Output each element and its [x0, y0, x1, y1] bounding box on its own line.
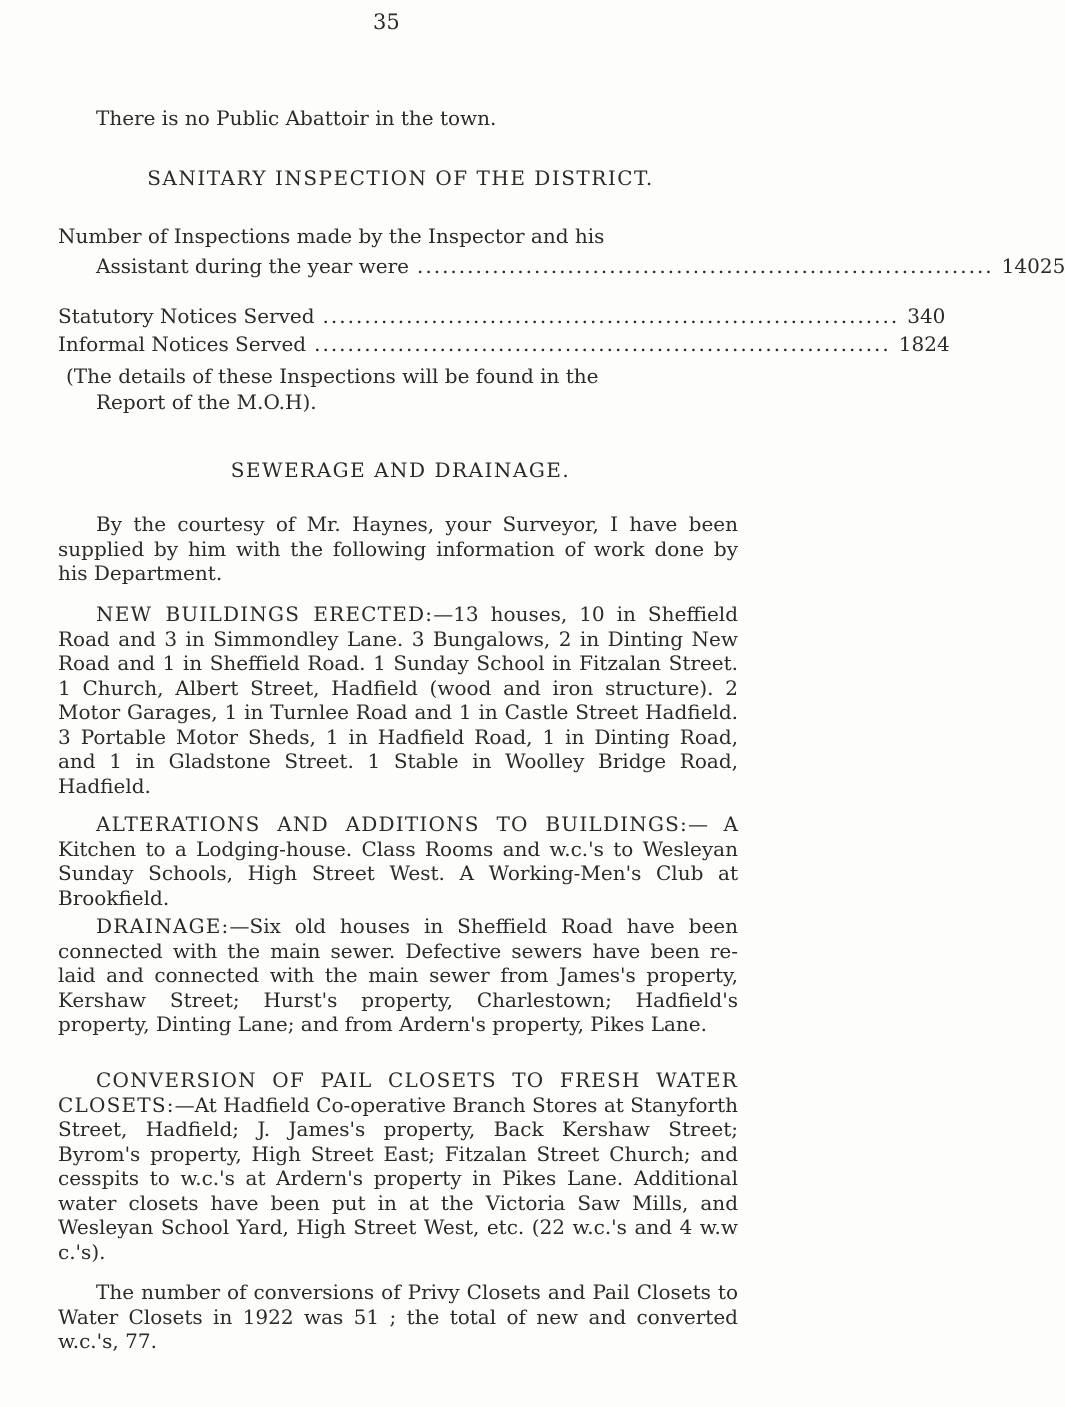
informal-label: Informal Notices Served — [58, 332, 307, 356]
leader-dots: ..................................................................... — [417, 254, 994, 278]
new-buildings-title: NEW BUILDINGS ERECTED: — [96, 602, 434, 626]
note-line1: (The details of these Inspections will be found in the — [66, 364, 599, 388]
inspections-value: 14025 — [1001, 254, 1065, 278]
note-line2: Report of the M.O.H). — [96, 390, 317, 414]
sewerage-intro: By the courtesy of Mr. Haynes, your Surveyor, I have been supplied by him with the following information of work done by his Department. — [58, 512, 738, 585]
informal-value: 1824 — [898, 332, 950, 356]
inspections-label: Assistant during the year were — [96, 254, 409, 278]
drainage-paragraph — [58, 914, 738, 1037]
heading-sanitary-inspection: SANITARY INSPECTION OF THE DISTRICT. — [147, 166, 654, 190]
statutory-value: 340 — [907, 304, 946, 328]
conversion-paragraph — [58, 1068, 738, 1264]
alterations-title: ALTERATIONS AND ADDITIONS TO BUILDINGS: — [96, 812, 688, 836]
drainage-title: DRAINAGE: — [96, 914, 230, 938]
statutory-row — [58, 304, 946, 328]
conversion-text: —At Hadfield Co-operative Branch Stores at Stanyforth Street, Hadfield; J. James's property, Back Kershaw Street; Byrom's property, High Street East; Fitzalan Street Church; and cesspits to w.c.'s at Ardern's property in Pikes Lane. Additional water closets have been put in at the Victoria Saw Mills, and Wesleyan School Yard, High Street West, etc. (22 w.c.'s and 4 w.w c.'s). — [58, 1092, 738, 1264]
summary-paragraph: The number of conversions of Privy Closets and Pail Closets to Water Closets in 1922 was 51 ; the total of new and converted w.c.'s, 77. — [58, 1280, 738, 1353]
alterations-text: — A Kitchen to a Lodging-house. Class Rooms and w.c.'s to Wesleyan Sunday Schools, High Street West. A Working-Men's Club at Brookfield. — [58, 812, 738, 910]
conversion-title: CONVERSION OF PAIL CLOSETS TO FRESH WATER CLOSETS: — [58, 1068, 738, 1117]
inspections-row — [58, 254, 1065, 278]
new-buildings-paragraph — [58, 602, 738, 798]
leader-dots: ..................................................................... — [322, 304, 900, 328]
informal-row — [58, 332, 950, 356]
heading-sewerage-drainage: SEWERAGE AND DRAINAGE. — [230, 458, 571, 482]
leader-dots: ..................................................................... — [314, 332, 891, 356]
page-number: 35 — [373, 10, 400, 34]
statutory-label: Statutory Notices Served — [58, 304, 315, 328]
inspections-line1: Number of Inspections made by the Inspector and his — [58, 224, 605, 248]
alterations-paragraph — [58, 812, 738, 910]
new-buildings-text: —13 houses, 10 in Sheffield Road and 3 in Simmondley Lane. 3 Bungalows, 2 in Dinting New Road and 1 in Sheffield Road. 1 Sunday School in Fitzalan Street. 1 Church, Albert Street, Hadfield (wood and iron structure). 2 Motor Garages, 1 in Turnlee Road and 1 in Castle Street Hadfield. 3 Portable Motor Sheds, 1 in Hadfield Road, 1 in Dinting Road, and 1 in Gladstone Street. 1 Stable in Woolley Bridge Road, Hadfield. — [58, 602, 738, 798]
intro-line: There is no Public Abattoir in the town. — [96, 106, 497, 130]
drainage-text: —Six old houses in Sheffield Road have been connected with the main sewer. Defective sewers have been re-laid and connected with the main sewer from James's property, Kershaw Street; Hurst's property, Charlestown; Hadfield's property, Dinting Lane; and from Ardern's property, Pikes Lane. — [58, 914, 738, 1036]
